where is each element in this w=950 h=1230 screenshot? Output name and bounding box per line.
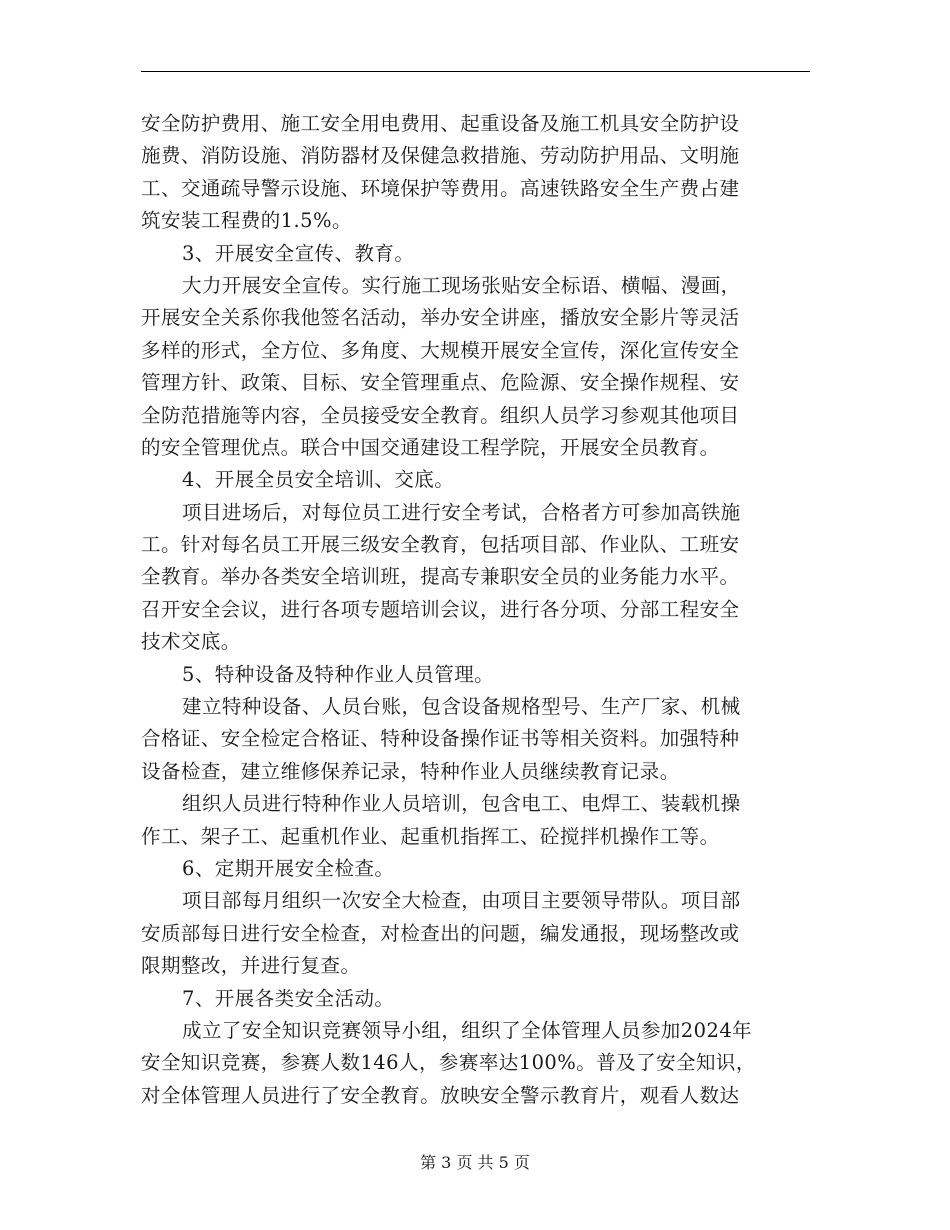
text-line: 对全体管理人员进行了安全教育。放映安全警示教育片，观看人数达	[141, 1083, 740, 1107]
text-line: 作工、架子工、起重机作业、起重机指挥工、砼搅拌机操作工等。	[141, 824, 720, 848]
document-body	[141, 108, 810, 1112]
text-line: 成立了安全知识竞赛领导小组，组织了全体管理人员参加2024年	[182, 1018, 753, 1042]
text-line: 合格证、安全检定合格证、特种设备操作证书等相关资料。加强特种	[141, 727, 740, 751]
text-line: 全防范措施等内容，全员接受安全教育。组织人员学习参观其他项目	[141, 403, 740, 427]
text-line: 项目部每月组织一次安全大检查，由项目主要领导带队。项目部	[182, 889, 741, 913]
text-line: 项目进场后，对每位员工进行安全考试，合格者方可参加高铁施	[182, 500, 741, 524]
text-line: 大力开展安全宣传。实行施工现场张贴安全标语、横幅、漫画，	[182, 273, 741, 297]
text-line: 筑安装工程费的1.5%。	[141, 209, 352, 233]
header-rule	[141, 71, 810, 72]
text-line: 5、特种设备及特种作业人员管理。	[182, 662, 495, 686]
text-line: 安全防护费用、施工安全用电费用、起重设备及施工机具安全防护设	[141, 112, 740, 135]
text-line: 工、交通疏导警示设施、环境保护等费用。高速铁路安全生产费占建	[141, 176, 740, 200]
text-line: 7、开展各类安全活动。	[182, 986, 395, 1010]
text-line: 3、开展安全宣传、教育。	[182, 241, 415, 265]
text-line: 建立特种设备、人员台账，包含设备规格型号、生产厂家、机械	[182, 695, 741, 719]
text-line: 安质部每日进行安全检查，对检查出的问题，编发通报，现场整改或	[141, 921, 740, 945]
text-line: 施费、消防设施、消防器材及保健急救措施、劳动防护用品、文明施	[141, 144, 740, 168]
text-line: 4、开展全员安全培训、交底。	[182, 468, 455, 492]
text-line: 工。针对每名员工开展三级安全教育，包括项目部、作业队、工班安	[141, 533, 740, 557]
text-line: 的安全管理优点。联合中国交通建设工程学院，开展安全员教育。	[141, 435, 720, 459]
text-line: 管理方针、政策、目标、安全管理重点、危险源、安全操作规程、安	[141, 371, 740, 395]
text-line: 多样的形式，全方位、多角度、大规模开展安全宣传，深化宣传安全	[141, 338, 740, 362]
text-line: 召开安全会议，进行各项专题培训会议，进行各分项、分部工程安全	[141, 597, 740, 621]
text-line: 设备检查，建立维修保养记录，特种作业人员继续教育记录。	[141, 759, 680, 783]
text-line: 全教育。举办各类安全培训班，提高专兼职安全员的业务能力水平。	[141, 565, 740, 589]
text-line: 限期整改，并进行复查。	[141, 954, 361, 978]
text-line: 技术交底。	[141, 630, 241, 654]
text-line: 组织人员进行特种作业人员培训，包含电工、电焊工、装载机操	[182, 792, 741, 816]
text-line: 安全知识竞赛，参赛人数146人，参赛率达100%。普及了安全知识，	[141, 1051, 756, 1075]
text-line: 6、定期开展安全检查。	[182, 856, 395, 880]
page-number-footer: 第 3 页 共 5 页	[420, 1153, 530, 1172]
text-line: 开展安全关系你我他签名活动，举办安全讲座，播放安全影片等灵活	[141, 306, 740, 330]
